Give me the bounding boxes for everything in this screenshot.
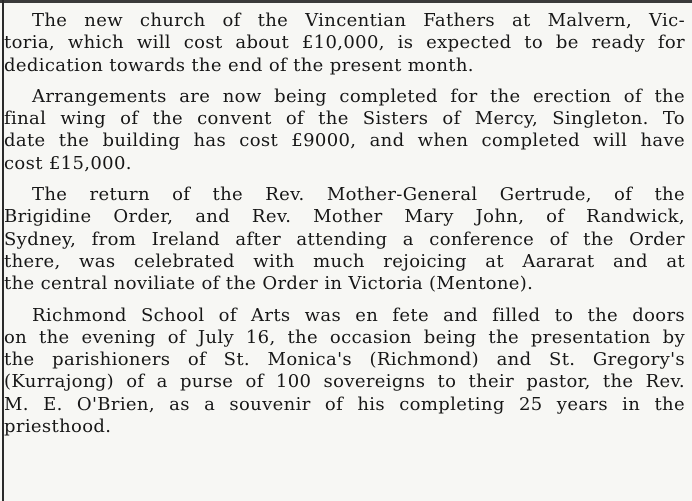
text-line: (Kurrajong) of a purse of 100 sovereigns to their pastor, the Rev. xyxy=(4,371,685,393)
text-line: toria, which will cost about £10,000, is expected to be ready for xyxy=(4,32,685,54)
text-line: there, was celebrated with much rejoicing at Aararat and at xyxy=(4,250,685,272)
text-line: the parishioners of St. Monica's (Richmond) and St. Gregory's xyxy=(4,349,685,371)
paragraph-richmond-presentation xyxy=(4,305,685,439)
text-line: Richmond School of Arts was en fete and filled to the doors xyxy=(32,304,685,326)
text-line: cost £15,000. xyxy=(4,152,132,174)
text-line: dedication towards the end of the present month. xyxy=(4,54,474,76)
top-column-rule xyxy=(0,0,692,3)
text-line: M. E. O'Brien, as a souvenir of his completing 25 years in the xyxy=(4,393,685,415)
text-line: Arrangements are now being completed for the erection of the xyxy=(32,85,685,107)
paragraph-singleton-convent xyxy=(4,86,685,175)
text-line: the central noviliate of the Order in Victoria (Mentone). xyxy=(4,273,534,295)
paragraph-brigidine-return xyxy=(4,184,685,295)
text-line: The return of the Rev. Mother-General Gertrude, of the xyxy=(32,184,685,206)
text-line: Brigidine Order, and Rev. Mother Mary John, of Randwick, xyxy=(4,206,685,228)
text-line: on the evening of July 16, the occasion being the presentation by xyxy=(4,326,685,348)
article-column xyxy=(4,10,685,447)
text-line: priesthood. xyxy=(4,416,112,438)
text-line: final wing of the convent of the Sisters of Mercy, Singleton. To xyxy=(4,108,685,130)
text-line: The new church of the Vincentian Fathers at Malvern, Vic- xyxy=(32,10,685,31)
text-line: date the building has cost £9000, and when completed will have xyxy=(4,130,685,152)
text-line: Sydney, from Ireland after attending a conference of the Order xyxy=(4,228,685,250)
paragraph-malvern-church xyxy=(4,10,685,77)
